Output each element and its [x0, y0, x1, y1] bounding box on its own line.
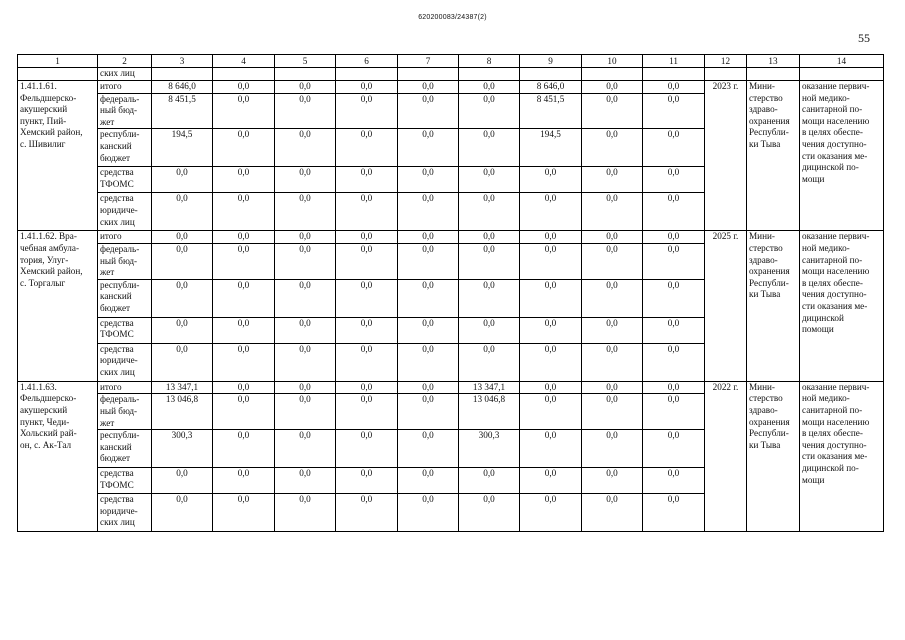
- funding-source-cell: [98, 494, 152, 532]
- funding-source-line: канский: [100, 140, 132, 151]
- purpose-line: санитарной по-: [802, 404, 863, 415]
- value-cell: 0,0: [582, 494, 643, 532]
- funding-source-line: жет: [100, 267, 115, 278]
- funding-source-line: бюджет: [100, 302, 131, 313]
- purpose-line: мощи населению: [802, 416, 870, 427]
- value-cell: 8 451,5: [152, 93, 213, 129]
- value-cell: 0,0: [213, 81, 275, 94]
- value-cell: 0,0: [275, 167, 336, 193]
- funding-source-line: ских лиц: [100, 216, 135, 227]
- value-cell: 13 046,8: [459, 394, 520, 430]
- value-cell: 0,0: [459, 494, 520, 532]
- object-name-line: акушерский: [20, 104, 68, 115]
- value-cell: 0,0: [336, 167, 398, 193]
- value-cell: 13 347,1: [152, 381, 213, 394]
- executor-line: ки Тыва: [749, 138, 781, 149]
- value-cell: 0,0: [213, 394, 275, 430]
- value-cell: 0,0: [336, 193, 398, 231]
- executor-line: стерство: [749, 242, 783, 253]
- value-cell: 0,0: [275, 317, 336, 343]
- value-cell: 0,0: [336, 394, 398, 430]
- header-row: [18, 55, 884, 68]
- funding-source-cell: [98, 343, 152, 381]
- value-cell: 0,0: [459, 93, 520, 129]
- object-name-line: акушерский: [20, 404, 68, 415]
- value-cell: 0,0: [275, 394, 336, 430]
- value-cell: 8 646,0: [520, 81, 582, 94]
- funding-source-line: федераль-: [100, 93, 140, 104]
- funding-source-line: итого: [100, 381, 122, 392]
- funding-source-line: канский: [100, 291, 132, 302]
- value-cell: 0,0: [213, 343, 275, 381]
- value-cell: 0,0: [398, 231, 459, 244]
- executor-line: Республи-: [749, 277, 789, 288]
- value-cell: 0,0: [582, 343, 643, 381]
- value-cell: 0,0: [152, 494, 213, 532]
- value-cell: 0,0: [275, 231, 336, 244]
- executor-line: Мини-: [749, 81, 775, 91]
- funding-source-line: жет: [100, 417, 115, 428]
- funding-source-line: средства: [100, 343, 134, 354]
- purpose-line: оказание первич-: [802, 381, 870, 392]
- value-cell: 0,0: [398, 430, 459, 468]
- purpose-line: дицинской по-: [802, 162, 859, 173]
- funding-source-line: юридиче-: [100, 204, 138, 215]
- value-cell: 0,0: [643, 231, 705, 244]
- value-cell: 0,0: [336, 317, 398, 343]
- empty-cell: [213, 68, 275, 81]
- value-cell: 0,0: [336, 81, 398, 94]
- value-cell: 0,0: [582, 81, 643, 94]
- value-cell: 0,0: [643, 129, 705, 167]
- value-cell: 0,0: [520, 343, 582, 381]
- value-cell: 0,0: [459, 243, 520, 279]
- value-cell: 0,0: [643, 494, 705, 532]
- value-cell: 0,0: [643, 430, 705, 468]
- purpose-line: мощи: [802, 474, 825, 485]
- empty-cell: [582, 68, 643, 81]
- value-cell: 0,0: [152, 317, 213, 343]
- funding-source-line: средства: [100, 317, 134, 328]
- value-cell: 0,0: [459, 167, 520, 193]
- table-row: [18, 81, 884, 94]
- value-cell: 0,0: [336, 343, 398, 381]
- value-cell: 0,0: [643, 343, 705, 381]
- value-cell: 0,0: [459, 317, 520, 343]
- column-header: 11: [643, 55, 705, 68]
- funding-source-line: средства: [100, 193, 134, 204]
- value-cell: 0,0: [213, 468, 275, 494]
- value-cell: 0,0: [213, 231, 275, 244]
- column-header: 13: [747, 55, 800, 68]
- funding-source-cell: [98, 279, 152, 317]
- value-cell: 13 347,1: [459, 381, 520, 394]
- purpose-line: дицинской по-: [802, 462, 859, 473]
- executor-cell: [747, 81, 800, 231]
- purpose-line: сти оказания ме-: [802, 300, 868, 311]
- purpose-line: мощи населению: [802, 115, 870, 126]
- funding-source-line: ТФОМС: [100, 329, 134, 340]
- column-header: 6: [336, 55, 398, 68]
- value-cell: 300,3: [459, 430, 520, 468]
- funding-source-line: юридиче-: [100, 355, 138, 366]
- empty-cell: [398, 68, 459, 81]
- value-cell: 0,0: [582, 193, 643, 231]
- value-cell: 0,0: [398, 93, 459, 129]
- purpose-line: чения доступно-: [802, 138, 867, 149]
- value-cell: 0,0: [459, 343, 520, 381]
- object-name-line: Хемский район,: [20, 127, 83, 138]
- value-cell: 0,0: [582, 381, 643, 394]
- value-cell: 0,0: [582, 430, 643, 468]
- purpose-line: санитарной по-: [802, 254, 863, 265]
- column-header: 9: [520, 55, 582, 68]
- value-cell: 0,0: [643, 394, 705, 430]
- column-header: 7: [398, 55, 459, 68]
- value-cell: 0,0: [213, 494, 275, 532]
- value-cell: 0,0: [152, 279, 213, 317]
- purpose-cell: [800, 381, 884, 531]
- funding-source-line: жет: [100, 116, 115, 127]
- executor-line: здраво-: [749, 254, 778, 265]
- value-cell: 0,0: [152, 193, 213, 231]
- value-cell: 0,0: [643, 279, 705, 317]
- executor-line: Мини-: [749, 231, 775, 242]
- funding-source-line: республи-: [100, 279, 140, 290]
- column-header: 10: [582, 55, 643, 68]
- funding-source-line: ТФОМС: [100, 479, 134, 490]
- value-cell: 0,0: [213, 167, 275, 193]
- value-cell: 0,0: [213, 243, 275, 279]
- value-cell: 0,0: [213, 93, 275, 129]
- value-cell: 0,0: [520, 279, 582, 317]
- value-cell: 0,0: [336, 381, 398, 394]
- value-cell: 0,0: [643, 93, 705, 129]
- value-cell: 0,0: [520, 167, 582, 193]
- object-name-line: Хольский рай-: [20, 428, 77, 439]
- object-name-line: чебная амбула-: [20, 242, 80, 253]
- funding-source-line: ских лиц: [100, 366, 135, 377]
- purpose-line: санитарной по-: [802, 104, 863, 115]
- object-name-cell: [18, 81, 98, 231]
- value-cell: 0,0: [336, 129, 398, 167]
- object-name-line: Фельдшерско-: [20, 393, 77, 404]
- executor-line: стерство: [749, 92, 783, 103]
- funding-source-line: юридиче-: [100, 505, 138, 516]
- column-header: 1: [18, 55, 98, 68]
- value-cell: 0,0: [275, 468, 336, 494]
- funding-source-line: ТФОМС: [100, 178, 134, 189]
- value-cell: 194,5: [152, 129, 213, 167]
- value-cell: 0,0: [520, 243, 582, 279]
- purpose-line: помощи: [802, 324, 834, 335]
- value-cell: 0,0: [459, 193, 520, 231]
- value-cell: 0,0: [152, 231, 213, 244]
- value-cell: 0,0: [336, 430, 398, 468]
- value-cell: 0,0: [213, 317, 275, 343]
- funding-source-cell: [98, 468, 152, 494]
- value-cell: 0,0: [336, 243, 398, 279]
- value-cell: 0,0: [582, 394, 643, 430]
- executor-line: ки Тыва: [749, 289, 781, 300]
- purpose-line: дицинской: [802, 312, 844, 323]
- value-cell: 0,0: [643, 193, 705, 231]
- empty-cell: [800, 68, 884, 81]
- column-header: 8: [459, 55, 520, 68]
- object-name-line: пункт, Пий-: [20, 115, 67, 126]
- funding-source-line: средства: [100, 494, 134, 505]
- value-cell: 0,0: [398, 381, 459, 394]
- funding-source-cell: [98, 381, 152, 394]
- value-cell: 0,0: [643, 81, 705, 94]
- purpose-line: ной медико-: [802, 393, 850, 404]
- value-cell: 194,5: [520, 129, 582, 167]
- value-cell: 0,0: [459, 468, 520, 494]
- funding-source-line: итого: [100, 231, 122, 242]
- funding-source-cell: [98, 81, 152, 94]
- value-cell: 0,0: [275, 430, 336, 468]
- value-cell: 0,0: [213, 430, 275, 468]
- purpose-line: чения доступно-: [802, 289, 867, 300]
- funding-source-cell: [98, 243, 152, 279]
- value-cell: 0,0: [520, 394, 582, 430]
- executor-line: Республи-: [749, 428, 789, 439]
- value-cell: 0,0: [398, 243, 459, 279]
- column-header: 2: [98, 55, 152, 68]
- value-cell: 0,0: [152, 167, 213, 193]
- object-name-line: с. Шивилиг: [20, 138, 66, 149]
- table-row: [18, 381, 884, 394]
- funding-source-line: ный бюд-: [100, 255, 138, 266]
- funding-source-line: канский: [100, 441, 132, 452]
- object-name-line: Фельдшерско-: [20, 92, 77, 103]
- value-cell: 0,0: [336, 494, 398, 532]
- executor-line: стерство: [749, 393, 783, 404]
- funding-source-cell: [98, 430, 152, 468]
- object-name-line: 1.41.1.62. Вра-: [20, 231, 77, 242]
- value-cell: 0,0: [275, 193, 336, 231]
- value-cell: 0,0: [643, 243, 705, 279]
- value-cell: 0,0: [275, 129, 336, 167]
- funding-source-cell: [98, 231, 152, 244]
- value-cell: 0,0: [459, 279, 520, 317]
- funding-source-cell: [98, 129, 152, 167]
- value-cell: 0,0: [275, 279, 336, 317]
- carry-over-row: [18, 68, 884, 81]
- column-header: 14: [800, 55, 884, 68]
- empty-cell: [336, 68, 398, 81]
- purpose-line: оказание первич-: [802, 81, 870, 91]
- object-name-line: 1.41.1.63.: [20, 381, 57, 392]
- value-cell: 0,0: [152, 468, 213, 494]
- value-cell: 0,0: [582, 468, 643, 494]
- funding-source-line: ный бюд-: [100, 405, 138, 416]
- empty-cell: [275, 68, 336, 81]
- value-cell: 0,0: [520, 494, 582, 532]
- year-cell: 2025 г.: [705, 231, 747, 381]
- value-cell: 0,0: [398, 129, 459, 167]
- executor-line: здраво-: [749, 104, 778, 115]
- value-cell: 0,0: [275, 81, 336, 94]
- object-name-cell: [18, 231, 98, 381]
- object-name-cell: [18, 381, 98, 531]
- value-cell: 0,0: [582, 243, 643, 279]
- purpose-line: сти оказания ме-: [802, 150, 868, 161]
- funding-source-line: республи-: [100, 129, 140, 140]
- value-cell: 0,0: [275, 93, 336, 129]
- year-cell: 2022 г.: [705, 381, 747, 531]
- executor-line: здраво-: [749, 404, 778, 415]
- column-header: 12: [705, 55, 747, 68]
- carry-over-id: [18, 68, 98, 81]
- value-cell: 0,0: [336, 279, 398, 317]
- object-name-line: 1.41.1.61.: [20, 81, 57, 91]
- empty-cell: [643, 68, 705, 81]
- executor-line: ки Тыва: [749, 439, 781, 450]
- empty-cell: [152, 68, 213, 81]
- empty-cell: [705, 68, 747, 81]
- funding-source-cell: [98, 193, 152, 231]
- purpose-line: ной медико-: [802, 92, 850, 103]
- value-cell: 0,0: [398, 343, 459, 381]
- value-cell: 0,0: [398, 394, 459, 430]
- object-name-line: с. Торгалыг: [20, 277, 66, 288]
- value-cell: 0,0: [582, 279, 643, 317]
- executor-line: охранения: [749, 416, 790, 427]
- value-cell: 13 046,8: [152, 394, 213, 430]
- value-cell: 0,0: [275, 381, 336, 394]
- funding-source-cell: [98, 167, 152, 193]
- value-cell: 0,0: [398, 468, 459, 494]
- value-cell: 0,0: [520, 430, 582, 468]
- funding-table: [17, 54, 884, 532]
- table-row: [18, 231, 884, 244]
- object-name-line: пункт, Чеди-: [20, 416, 70, 427]
- funding-source-cell: [98, 93, 152, 129]
- funding-source-line: итого: [100, 81, 122, 91]
- value-cell: 0,0: [582, 317, 643, 343]
- purpose-line: ной медико-: [802, 242, 850, 253]
- value-cell: 0,0: [275, 494, 336, 532]
- purpose-line: в целях обеспе-: [802, 127, 863, 138]
- empty-cell: [520, 68, 582, 81]
- value-cell: 8 646,0: [152, 81, 213, 94]
- executor-line: Мини-: [749, 381, 775, 392]
- purpose-cell: [800, 231, 884, 381]
- purpose-line: оказание первич-: [802, 231, 870, 242]
- funding-source-line: средства: [100, 167, 134, 178]
- value-cell: 0,0: [520, 193, 582, 231]
- value-cell: 0,0: [520, 231, 582, 244]
- executor-cell: [747, 381, 800, 531]
- column-header: 4: [213, 55, 275, 68]
- object-name-line: он, с. Ак-Тал: [20, 439, 72, 450]
- value-cell: 0,0: [520, 381, 582, 394]
- empty-cell: [747, 68, 800, 81]
- value-cell: 0,0: [582, 93, 643, 129]
- object-name-line: Хемский район,: [20, 266, 83, 277]
- year-cell: 2023 г.: [705, 81, 747, 231]
- value-cell: 0,0: [398, 317, 459, 343]
- value-cell: 0,0: [459, 231, 520, 244]
- funding-source-line: бюджет: [100, 152, 131, 163]
- executor-line: Республи-: [749, 127, 789, 138]
- purpose-line: мощи населению: [802, 266, 870, 277]
- funding-source-cell: [98, 317, 152, 343]
- value-cell: 0,0: [643, 381, 705, 394]
- value-cell: 0,0: [582, 231, 643, 244]
- value-cell: 0,0: [582, 129, 643, 167]
- executor-line: охранения: [749, 266, 790, 277]
- value-cell: 0,0: [398, 167, 459, 193]
- value-cell: 0,0: [275, 243, 336, 279]
- value-cell: 0,0: [213, 193, 275, 231]
- funding-source-cell: [98, 394, 152, 430]
- purpose-line: в целях обеспе-: [802, 277, 863, 288]
- page-number: 55: [858, 31, 870, 45]
- funding-source-line: средства: [100, 468, 134, 479]
- value-cell: 300,3: [152, 430, 213, 468]
- value-cell: 0,0: [582, 167, 643, 193]
- value-cell: 0,0: [398, 193, 459, 231]
- value-cell: 0,0: [643, 468, 705, 494]
- value-cell: 0,0: [152, 243, 213, 279]
- funding-source-line: федераль-: [100, 394, 140, 405]
- value-cell: 0,0: [459, 81, 520, 94]
- executor-cell: [747, 231, 800, 381]
- column-header: 3: [152, 55, 213, 68]
- purpose-cell: [800, 81, 884, 231]
- purpose-line: в целях обеспе-: [802, 428, 863, 439]
- purpose-line: чения доступно-: [802, 439, 867, 450]
- column-header: 5: [275, 55, 336, 68]
- value-cell: 8 451,5: [520, 93, 582, 129]
- object-name-line: тория, Улуг-: [20, 254, 69, 265]
- value-cell: 0,0: [459, 129, 520, 167]
- document-id: 620200083/24387(2): [418, 14, 487, 21]
- value-cell: 0,0: [398, 81, 459, 94]
- value-cell: 0,0: [152, 343, 213, 381]
- funding-source-line: ный бюд-: [100, 105, 138, 116]
- value-cell: 0,0: [643, 167, 705, 193]
- executor-line: охранения: [749, 115, 790, 126]
- value-cell: 0,0: [213, 279, 275, 317]
- funding-source-line: федераль-: [100, 243, 140, 254]
- value-cell: 0,0: [398, 279, 459, 317]
- value-cell: 0,0: [275, 343, 336, 381]
- value-cell: 0,0: [336, 93, 398, 129]
- value-cell: 0,0: [643, 317, 705, 343]
- value-cell: 0,0: [520, 468, 582, 494]
- empty-cell: [459, 68, 520, 81]
- value-cell: 0,0: [336, 231, 398, 244]
- value-cell: 0,0: [213, 129, 275, 167]
- value-cell: 0,0: [336, 468, 398, 494]
- value-cell: 0,0: [520, 317, 582, 343]
- value-cell: 0,0: [213, 381, 275, 394]
- funding-source-line: бюджет: [100, 453, 131, 464]
- carry-over-source: ских лиц: [98, 68, 152, 81]
- value-cell: 0,0: [398, 494, 459, 532]
- funding-source-line: республи-: [100, 430, 140, 441]
- funding-source-line: ских лиц: [100, 517, 135, 528]
- purpose-line: мощи: [802, 173, 825, 184]
- purpose-line: сти оказания ме-: [802, 451, 868, 462]
